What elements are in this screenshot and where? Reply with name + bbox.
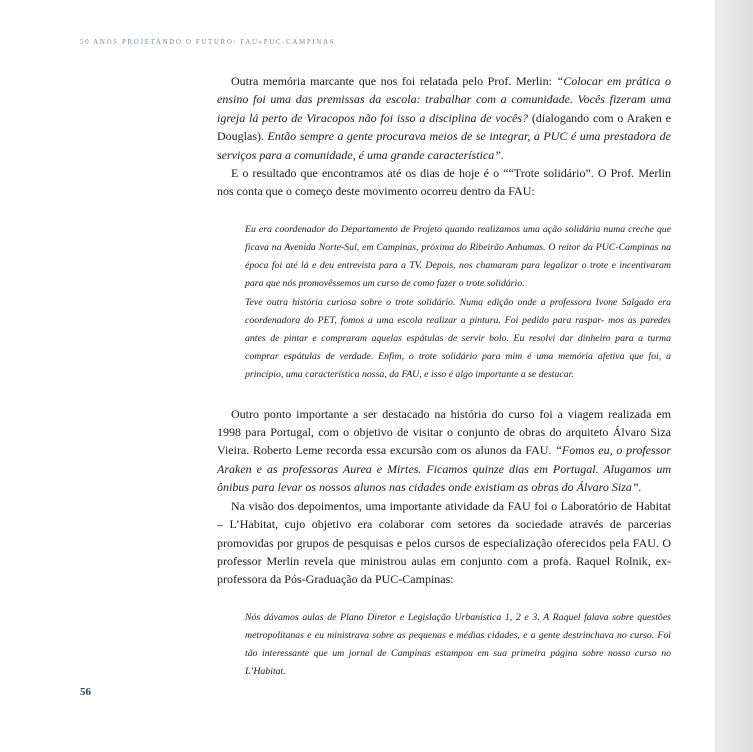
running-header: 50 ANOS PROJETANDO O FUTURO: FAU»PUC-CAMPINAS (80, 38, 336, 46)
page-edge-shadow (715, 0, 753, 752)
block-quote-paragraph: Teve outra história curiosa sobre o trote solidário. Numa edição onde a professora Ivone Salgado era coordenadora do PET, fomos a uma escola realizar a pintura. Foi pedido para raspar- mos as paredes antes de pintar e compraram aquelas espátulas de servir bolo. Eu resolvi dar dinheiro para a turma comprar espátulas de verdade. Enfim, o trote solidário para mim é uma memória afetiva que foi, a princípio, uma característica nossa, da FAU, e isso é algo importante a se destacar. (245, 296, 671, 381)
paragraph-trote-solidario: E o resultado que encontramos até os dias de hoje é o ““Trote solidário”. O Prof. Merlin nos conta que o começo deste movimento ocorreu dentro da FAU: (217, 166, 671, 199)
block-quote-paragraph: Nós dávamos aulas de Plano Diretor e Legislação Urbanística 1, 2 e 3. A Raquel falava sobre questões metropolitanas e eu ministrava sobre as pequenas e médias cidades, e a gente destrinchava no curso. Foi tão interessante que um jornal de Campinas estampou em sua primeira página sobre nosso curso no L’Habitat. (245, 611, 671, 678)
quote-inline: “Colocar em prática o ensino foi uma das premissas da escola: trabalhar com a comunidade. Vocês fizeram uma igreja lá perto de Viracopos não foi isso a disciplina de vocês? (217, 74, 671, 125)
paragraph-text: Outro ponto importante a ser destacado na história do curso foi a viagem realizada em 1998 para Portugal, com o objetivo de visitar o conjunto de obras do arquiteto Álvaro Siza Vieira. Roberto Leme recorda essa excursão com os alunos da FAU. (217, 406, 671, 458)
page-number: 56 (80, 686, 91, 698)
paragraph-intro: Outra memória marcante que nos foi relatada pelo Prof. Merlin: (231, 74, 557, 88)
paragraph-aside: (dialogando com o Araken e Douglas). (217, 110, 671, 144)
paragraph-habitat-lab: Na visão dos depoimentos, uma importante atividade da FAU foi o Laboratório de Habitat – L’Habitat, cujo objetivo era colaborar com setores da sociedade através de parcerias promovidas por grupos de pesquisas e pelos cursos de especialização oferecidos pela FAU. O professor Merlin revela que ministrou aulas em conjunto com a profa. Raquel Rolnik, ex-professora da Pós-Graduação da PUC-Campinas: (217, 498, 671, 587)
quote-inline: “Fomos eu, o professor Araken e as professoras Aurea e Mirtes. Ficamos quinze dias em Portugal. Alugamos um ônibus para levar os nossos alunos nas cidades onde existiam as obras do Álvaro Siza”. (217, 443, 671, 495)
block-quote-paragraph: Eu era coordenador do Departamento de Projeto quando realizamos uma ação solidária numa creche que ficava na Avenida Norte-Sul, em Campinas, próxima do Ribeirão Anhumas. O reitor da PUC-Campinas na época foi até lá e deu entrevista para a TV. Depois, nos chamaram para legalizar o trote e incentivaram para que nós promovêssemos um curso de como fazer o trote solidário. (245, 223, 671, 290)
quote-inline: Então sempre a gente procurava meios de se integrar, a PUC é uma prestadora de serviços para a comunidade, é uma grande característica”. (217, 129, 671, 162)
block-quote-trote (217, 221, 671, 385)
paragraph-portugal-trip (217, 405, 671, 497)
block-quote-habitat (217, 609, 671, 682)
page-content (217, 72, 671, 682)
paragraph-merlin-memory (217, 72, 671, 164)
